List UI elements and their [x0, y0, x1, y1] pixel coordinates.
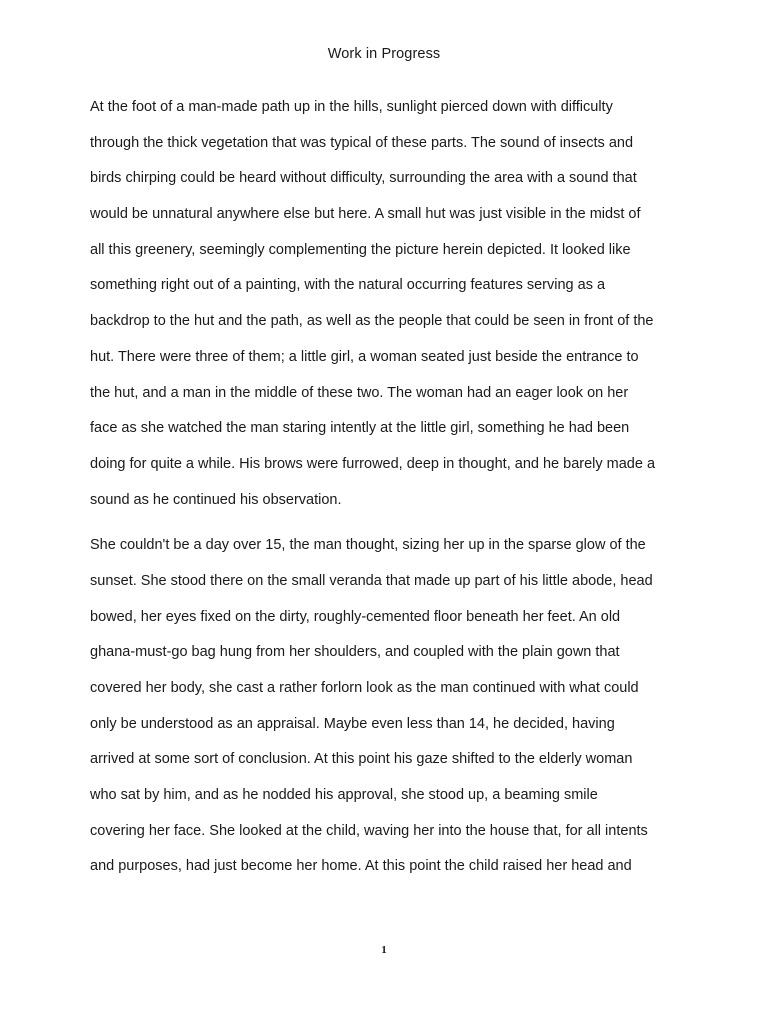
text-line: backdrop to the hut and the path, as well as the people that could be seen in front of the — [90, 313, 654, 330]
text-line: something right out of a painting, with the natural occurring features serving as a — [90, 277, 606, 294]
text-line: who sat by him, and as he nodded his approval, she stood up, a beaming smile — [90, 787, 598, 804]
page-header-title: Work in Progress — [327, 46, 441, 62]
text-line: hut. There were three of them; a little girl, a woman seated just beside the entrance to — [90, 348, 639, 365]
document-body — [90, 90, 680, 885]
paragraph-1 — [90, 90, 680, 518]
text-line: face as she watched the man staring intently at the little girl, something he had been — [90, 420, 630, 437]
text-line: arrived at some sort of conclusion. At this point his gaze shifted to the elderly woman — [90, 751, 633, 768]
text-line: covering her face. She looked at the child, waving her into the house that, for all intents — [90, 822, 648, 839]
text-line: would be unnatural anywhere else but here. A small hut was just visible in the midst of — [90, 206, 641, 223]
paragraph-2 — [90, 528, 680, 885]
text-line: She couldn't be a day over 15, the man thought, sizing her up in the sparse glow of the — [90, 537, 646, 554]
text-line: through the thick vegetation that was typical of these parts. The sound of insects and — [90, 134, 634, 151]
text-line: and purposes, had just become her home. At this point the child raised her head and — [90, 858, 632, 875]
text-line: bowed, her eyes fixed on the dirty, roughly-cemented floor beneath her feet. An old — [90, 608, 621, 625]
text-line: doing for quite a while. His brows were furrowed, deep in thought, and he barely made a — [90, 455, 656, 472]
text-line: birds chirping could be heard without difficulty, surrounding the area with a sound that — [90, 170, 637, 187]
text-line: At the foot of a man-made path up in the hills, sunlight pierced down with difficulty — [90, 99, 613, 115]
text-line: sound as he continued his observation. — [90, 491, 342, 508]
page-number: 1 — [381, 944, 387, 956]
text-line: covered her body, she cast a rather forlorn look as the man continued with what could — [90, 680, 639, 696]
text-line: ghana-must-go bag hung from her shoulders, and coupled with the plain gown that — [90, 644, 620, 661]
text-line: sunset. She stood there on the small veranda that made up part of his little abode, head — [90, 572, 653, 589]
text-line: the hut, and a man in the middle of these two. The woman had an eager look on her — [90, 384, 629, 401]
text-line: only be understood as an appraisal. Maybe even less than 14, he decided, having — [90, 715, 615, 732]
text-line: all this greenery, seemingly complementing the picture herein depicted. It looked like — [90, 241, 631, 258]
